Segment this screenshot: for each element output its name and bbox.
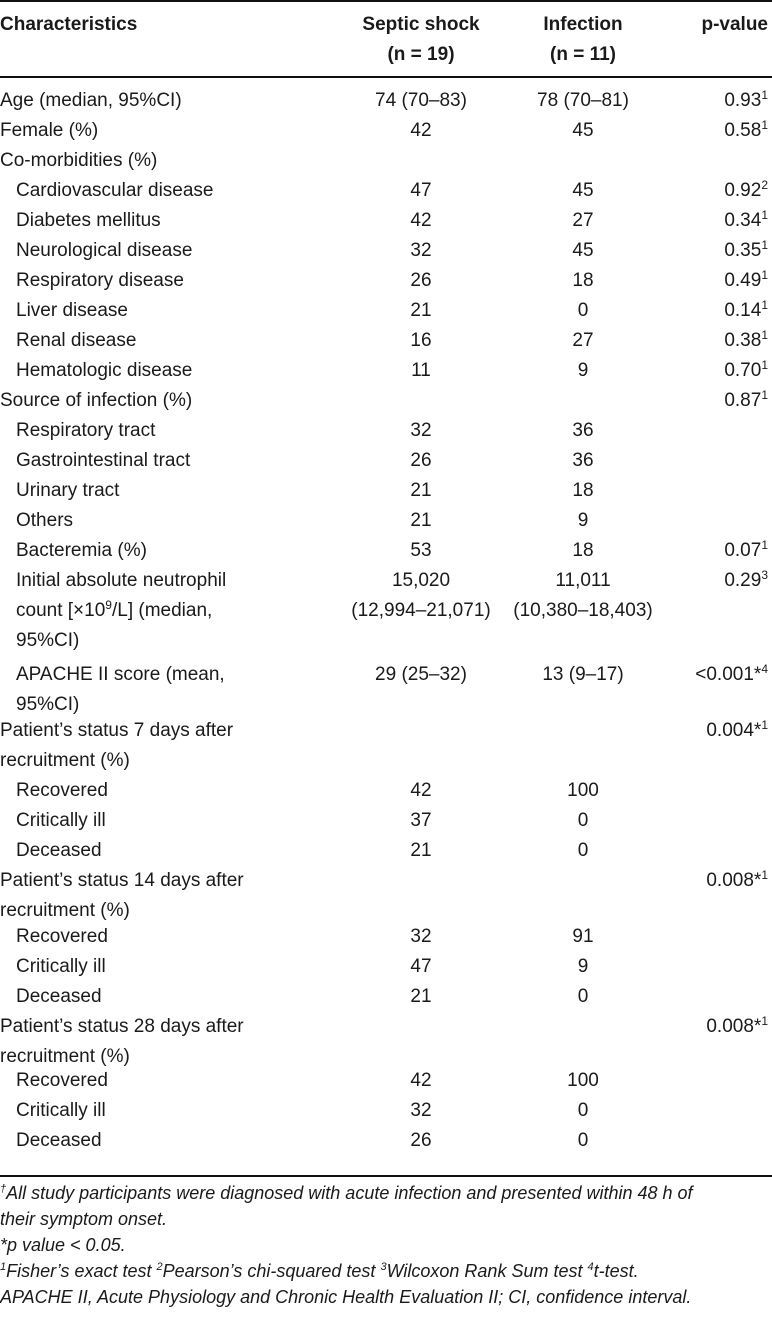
row-label: Respiratory disease — [16, 270, 184, 291]
septic-shock-value: 37 — [410, 810, 432, 831]
p-value: 0.70$^1$ — [724, 358, 768, 381]
table-row — [0, 866, 772, 921]
table-row — [0, 176, 772, 206]
table-row — [0, 386, 772, 416]
row-label: Renal disease — [16, 330, 137, 351]
table-row — [0, 326, 772, 356]
row-label: Source of infection (%) — [0, 390, 193, 411]
septic-shock-value: 32 — [410, 926, 432, 947]
table-header — [0, 10, 772, 65]
infection-value: 27 — [572, 210, 594, 231]
row-label: Patient’s status 14 days after — [0, 870, 244, 891]
septic-shock-value: 53 — [410, 540, 432, 561]
header-characteristics: Characteristics — [0, 14, 138, 35]
row-label-line2: recruitment (%) — [0, 900, 130, 921]
p-value: 0.35$^1$ — [724, 238, 768, 261]
footnote-significance: *p value < 0.05. — [0, 1235, 126, 1255]
septic-shock-range: (12,994–21,071) — [351, 600, 491, 621]
infection-value: 11,011 — [555, 570, 611, 591]
septic-shock-value: 32 — [410, 420, 432, 441]
row-label: Liver disease — [16, 300, 128, 321]
septic-shock-value: 42 — [410, 120, 432, 141]
table-row — [0, 116, 772, 146]
septic-shock-value: 29 (25–32) — [375, 664, 467, 685]
septic-shock-value: 26 — [410, 270, 432, 291]
table-row — [0, 236, 772, 266]
row-label-line2: recruitment (%) — [0, 1046, 130, 1067]
table-row — [0, 716, 772, 771]
header-septic-shock: Septic shock — [362, 14, 480, 35]
table-row — [0, 476, 772, 506]
footnote-abbreviations: APACHE II, Acute Physiology and Chronic Health Evaluation II; CI, confidence interval. — [0, 1287, 692, 1307]
infection-value: 13 (9–17) — [542, 664, 624, 685]
p-value: 0.49$^1$ — [724, 268, 768, 291]
row-label: Deceased — [16, 840, 102, 861]
row-label: Deceased — [16, 986, 102, 1007]
septic-shock-value: 42 — [410, 210, 432, 231]
row-label: Recovered — [16, 1070, 108, 1091]
infection-value: 0 — [577, 1130, 589, 1151]
row-label: Initial absolute neutrophil — [16, 570, 227, 591]
infection-value: 27 — [572, 330, 594, 351]
septic-shock-value: 42 — [410, 780, 432, 801]
row-label: Critically ill — [16, 1100, 106, 1121]
table-row — [0, 660, 772, 715]
table-row — [0, 416, 772, 446]
row-label: APACHE II score (mean, — [16, 664, 225, 685]
infection-value: 9 — [577, 510, 589, 531]
row-label-line2: recruitment (%) — [0, 750, 130, 771]
p-value: <0.001*$^4$ — [695, 662, 768, 685]
row-label: Recovered — [16, 926, 108, 947]
row-label: Others — [16, 510, 74, 531]
row-label-line2: 95%CI) — [16, 694, 80, 715]
table-row — [0, 206, 772, 236]
table-row — [0, 982, 772, 1012]
infection-value: 36 — [572, 450, 594, 471]
row-label: Neurological disease — [16, 240, 193, 261]
infection-value: 0 — [577, 810, 589, 831]
infection-value: 0 — [577, 300, 589, 321]
infection-value: 9 — [577, 956, 589, 977]
row-label-line3: 95%CI) — [16, 630, 80, 651]
header-infection: Infection — [543, 14, 623, 35]
row-label: Diabetes mellitus — [16, 210, 161, 231]
infection-value: 9 — [577, 360, 589, 381]
row-label: Hematologic disease — [16, 360, 193, 381]
p-value: 0.004*$^1$ — [706, 718, 768, 741]
infection-value: 100 — [567, 780, 599, 801]
septic-shock-value: 26 — [410, 450, 432, 471]
table-row — [0, 1012, 772, 1067]
septic-shock-value: 11 — [411, 360, 431, 381]
table-row — [0, 776, 772, 806]
header-pvalue: p-value — [701, 14, 768, 35]
table-row — [0, 146, 772, 176]
infection-value: 18 — [572, 540, 594, 561]
row-label: Patient’s status 28 days after — [0, 1016, 244, 1037]
septic-shock-value: 47 — [410, 180, 432, 201]
footnote-tests: $^1$Fisher’s exact test $^2$Pearson’s chi-squared test $^3$Wilcoxon Rank Sum test $^4$t-test. — [0, 1261, 639, 1281]
table-row — [0, 506, 772, 536]
row-label: Deceased — [16, 1130, 102, 1151]
septic-shock-value: 21 — [410, 300, 432, 321]
table-row — [0, 266, 772, 296]
septic-shock-value: 21 — [410, 986, 432, 1007]
infection-value: 78 (70–81) — [537, 90, 629, 111]
table-row — [0, 1126, 772, 1156]
infection-value: 36 — [572, 420, 594, 441]
dagger-mark: † — [0, 1183, 7, 1195]
infection-value: 18 — [572, 270, 594, 291]
row-label: Recovered — [16, 780, 108, 801]
septic-shock-value: 16 — [410, 330, 432, 351]
infection-value: 45 — [572, 180, 594, 201]
table-row — [0, 806, 772, 836]
infection-value: 91 — [572, 926, 594, 947]
p-value: 0.008*$^1$ — [706, 1014, 768, 1037]
septic-shock-value: 32 — [410, 240, 432, 261]
footnote-dagger: †All study participants were diagnosed with acute infection and presented within 48 h of their symptom onset. — [0, 1183, 693, 1229]
table-row — [0, 836, 772, 866]
septic-shock-value: 21 — [410, 510, 432, 531]
infection-value: 0 — [577, 986, 589, 1007]
infection-value: 18 — [572, 480, 594, 501]
row-label: Critically ill — [16, 956, 106, 977]
row-label: Critically ill — [16, 810, 106, 831]
table-row — [0, 536, 772, 566]
bottom-rule — [0, 1175, 772, 1177]
infection-value: 45 — [572, 120, 594, 141]
p-value: 0.92$^2$ — [724, 178, 768, 201]
table-row — [0, 446, 772, 476]
row-label: Respiratory tract — [16, 420, 156, 441]
infection-value: 0 — [577, 1100, 589, 1121]
septic-shock-value: 15,020 — [391, 570, 451, 591]
septic-shock-value: 42 — [410, 1070, 432, 1091]
infection-value: 0 — [577, 840, 589, 861]
row-label: Patient’s status 7 days after — [0, 720, 234, 741]
header-septic-shock-n: (n = 19) — [387, 44, 455, 65]
septic-shock-value: 21 — [410, 480, 432, 501]
p-value: 0.38$^1$ — [724, 328, 768, 351]
p-value: 0.34$^1$ — [724, 208, 768, 231]
table-row — [0, 922, 772, 952]
p-value: 0.93$^1$ — [724, 88, 768, 111]
table-row — [0, 952, 772, 982]
row-label: Co-morbidities (%) — [0, 150, 158, 171]
septic-shock-value: 32 — [410, 1100, 432, 1121]
p-value: 0.07$^1$ — [724, 538, 768, 561]
infection-value: 45 — [572, 240, 594, 261]
infection-value: 100 — [567, 1070, 599, 1091]
header-rule — [0, 76, 772, 78]
p-value: 0.87$^1$ — [724, 388, 768, 411]
septic-shock-value: 26 — [410, 1130, 432, 1151]
p-value: 0.29$^3$ — [724, 568, 768, 591]
row-label: Female (%) — [0, 120, 99, 141]
table-row — [0, 1096, 772, 1126]
row-label: Gastrointestinal tract — [16, 450, 191, 471]
table-row — [0, 86, 772, 116]
infection-range: (10,380–18,403) — [513, 600, 653, 621]
p-value: 0.14$^1$ — [724, 298, 768, 321]
row-label: Urinary tract — [16, 480, 120, 501]
septic-shock-value: 21 — [410, 840, 432, 861]
table-row — [0, 296, 772, 326]
row-label: Cardiovascular disease — [16, 180, 214, 201]
row-label: Age (median, 95%CI) — [0, 90, 182, 111]
header-infection-n: (n = 11) — [550, 44, 616, 65]
table-row — [0, 1066, 772, 1096]
top-rule — [0, 0, 772, 2]
septic-shock-value: 47 — [410, 956, 432, 977]
row-label-line2: count $[\times 10^9/L]$ (median, — [16, 598, 213, 621]
p-value: 0.58$^1$ — [724, 118, 768, 141]
p-value: 0.008*$^1$ — [706, 868, 768, 891]
septic-shock-value: 74 (70–83) — [375, 90, 467, 111]
table-row — [0, 356, 772, 386]
table-row — [0, 566, 772, 651]
row-label: Bacteremia (%) — [16, 540, 147, 561]
